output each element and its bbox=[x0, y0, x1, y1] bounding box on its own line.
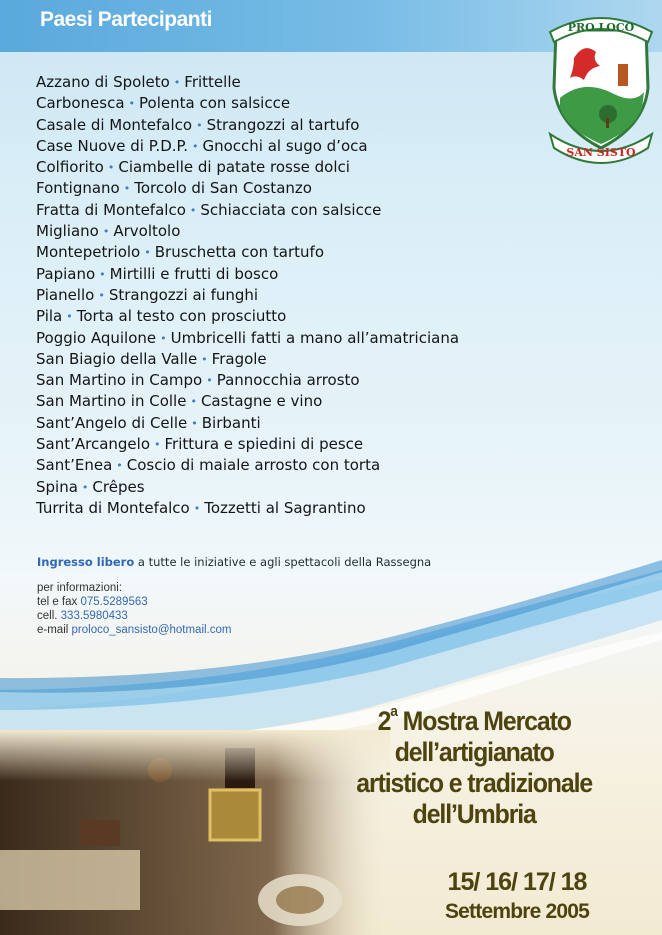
dish-name: Birbanti bbox=[201, 413, 261, 432]
dish-name: Gnocchi al sugo d’oca bbox=[202, 136, 368, 155]
dish-name: Coscio di maiale arrosto con torta bbox=[126, 456, 381, 475]
list-item bbox=[36, 306, 459, 327]
bullet-separator: • bbox=[192, 139, 199, 153]
bullet-separator: • bbox=[206, 374, 213, 388]
list-item bbox=[36, 93, 459, 114]
town-name: Pianello bbox=[36, 285, 95, 304]
town-name: Turrita di Montefalco bbox=[36, 498, 190, 517]
bullet-separator: • bbox=[189, 203, 197, 217]
town-name: Migliano bbox=[36, 222, 99, 241]
town-name: Papiano bbox=[36, 264, 96, 283]
list-item bbox=[36, 477, 459, 498]
bullet-separator: • bbox=[123, 182, 131, 196]
dish-name: Pannocchia arrosto bbox=[216, 371, 360, 390]
event-month-year: Settembre 2005 bbox=[444, 900, 590, 923]
bullet-separator: • bbox=[173, 76, 181, 89]
page-title: Paesi Partecipanti bbox=[40, 8, 212, 31]
bullet-separator: • bbox=[116, 459, 123, 473]
bullet-separator: • bbox=[193, 501, 201, 515]
town-name: Montepetriolo bbox=[36, 243, 141, 262]
list-item bbox=[36, 136, 459, 157]
dish-name: Arvoltolo bbox=[113, 222, 181, 241]
list-item bbox=[36, 115, 459, 136]
title-line4: dell’Umbria bbox=[412, 799, 536, 829]
town-name: Sant’Arcangelo bbox=[36, 435, 151, 454]
info-heading: per informazioni: bbox=[37, 582, 123, 594]
list-item bbox=[36, 178, 459, 199]
cell-value: 333.5980433 bbox=[60, 610, 128, 622]
email-label: e-mail bbox=[37, 624, 69, 636]
bullet-separator: • bbox=[102, 225, 110, 239]
edition-suffix: a bbox=[390, 703, 397, 720]
list-item bbox=[36, 285, 459, 306]
town-name: Spina bbox=[36, 477, 78, 496]
bullet-separator: • bbox=[191, 416, 198, 430]
dish-name: Schiacciata con salsicce bbox=[200, 200, 382, 219]
bullet-separator: • bbox=[128, 97, 136, 111]
bullet-separator: • bbox=[196, 118, 203, 132]
logo-top-text: PRO LOCO bbox=[567, 21, 635, 34]
dish-name: Bruschetta con tartufo bbox=[154, 243, 325, 262]
town-name: Sant’Angelo di Celle bbox=[36, 413, 188, 432]
list-item bbox=[36, 157, 459, 178]
list-item bbox=[36, 200, 459, 221]
dish-name: Torta al testo con prosciutto bbox=[76, 307, 287, 326]
dish-name: Castagne e vino bbox=[200, 392, 323, 411]
pro-loco-logo bbox=[544, 8, 658, 166]
dish-name: Torcolo di San Costanzo bbox=[134, 179, 312, 198]
dish-name: Fragole bbox=[211, 349, 267, 368]
dish-name: Frittura e spiedini di pesce bbox=[164, 435, 364, 454]
event-title bbox=[322, 700, 626, 830]
list-item bbox=[36, 391, 459, 412]
dish-name: Ciambelle di patate rosse dolci bbox=[118, 158, 350, 177]
bullet-separator: • bbox=[81, 480, 89, 494]
tel-value: 075.5289563 bbox=[80, 596, 148, 608]
bullet-separator: • bbox=[154, 438, 161, 452]
town-name: Sant’Enea bbox=[36, 456, 113, 475]
dish-name: Strangozzi ai funghi bbox=[108, 285, 259, 304]
list-item bbox=[36, 370, 459, 391]
title-line3: artistico e tradizionale bbox=[356, 768, 593, 798]
bullet-separator: • bbox=[201, 352, 208, 366]
town-name: Poggio Aquilone bbox=[36, 328, 157, 347]
town-name: San Martino in Colle bbox=[36, 392, 187, 411]
free-entry-rest: a tutte le iniziative e agli spettacoli della Rassegna bbox=[137, 555, 432, 569]
list-item bbox=[36, 264, 459, 285]
list-item bbox=[36, 242, 459, 263]
town-name: Fratta di Montefalco bbox=[36, 200, 186, 219]
dish-name: Crêpes bbox=[92, 477, 145, 496]
bullet-separator: • bbox=[190, 395, 197, 409]
dish-name: Strangozzi al tartufo bbox=[206, 115, 360, 134]
list-item bbox=[36, 455, 459, 476]
town-name: Casale di Montefalco bbox=[36, 115, 193, 134]
dish-name: Polenta con salsicce bbox=[139, 94, 291, 113]
list-item bbox=[36, 413, 459, 434]
email-value: proloco_sansisto@hotmail.com bbox=[71, 624, 232, 636]
title-line2: dell’artigianato bbox=[394, 737, 554, 767]
cell-label: cell. bbox=[37, 610, 58, 622]
logo-bottom-text: SAN SISTO bbox=[566, 146, 636, 159]
dish-name: Tozzetti al Sagrantino bbox=[204, 498, 366, 517]
bullet-separator: • bbox=[99, 267, 106, 281]
town-name: Case Nuove di P.D.P. bbox=[36, 136, 188, 155]
bullet-separator: • bbox=[107, 161, 115, 175]
list-item bbox=[36, 328, 459, 349]
town-name: San Biagio della Valle bbox=[36, 349, 198, 368]
list-item bbox=[36, 498, 459, 519]
town-name: Azzano di Spoleto bbox=[36, 73, 170, 91]
edition-number: 2 bbox=[377, 706, 391, 736]
bullet-separator: • bbox=[144, 246, 151, 260]
title-line1: Mostra Mercato bbox=[402, 706, 571, 736]
bullet-separator: • bbox=[98, 288, 105, 302]
free-entry-bold: Ingresso libero bbox=[37, 555, 135, 569]
event-dates: 15/ 16/ 17/ 18 bbox=[447, 868, 587, 896]
town-name: Pila bbox=[36, 307, 63, 326]
list-item bbox=[36, 221, 459, 242]
town-name: Colfiorito bbox=[36, 158, 104, 177]
list-item bbox=[36, 72, 459, 93]
bullet-separator: • bbox=[66, 310, 73, 324]
tel-label: tel e fax bbox=[37, 596, 78, 608]
town-name: San Martino in Campo bbox=[36, 371, 203, 390]
participants-list bbox=[36, 72, 459, 519]
town-name: Fontignano bbox=[36, 179, 120, 198]
dish-name: Umbricelli fatti a mano all’amatriciana bbox=[170, 328, 460, 347]
bullet-separator: • bbox=[160, 331, 167, 345]
list-item bbox=[36, 349, 459, 370]
list-item bbox=[36, 434, 459, 455]
dish-name: Mirtilli e frutti di bosco bbox=[109, 264, 279, 283]
dish-name: Frittelle bbox=[184, 73, 241, 91]
town-name: Carbonesca bbox=[36, 94, 125, 113]
